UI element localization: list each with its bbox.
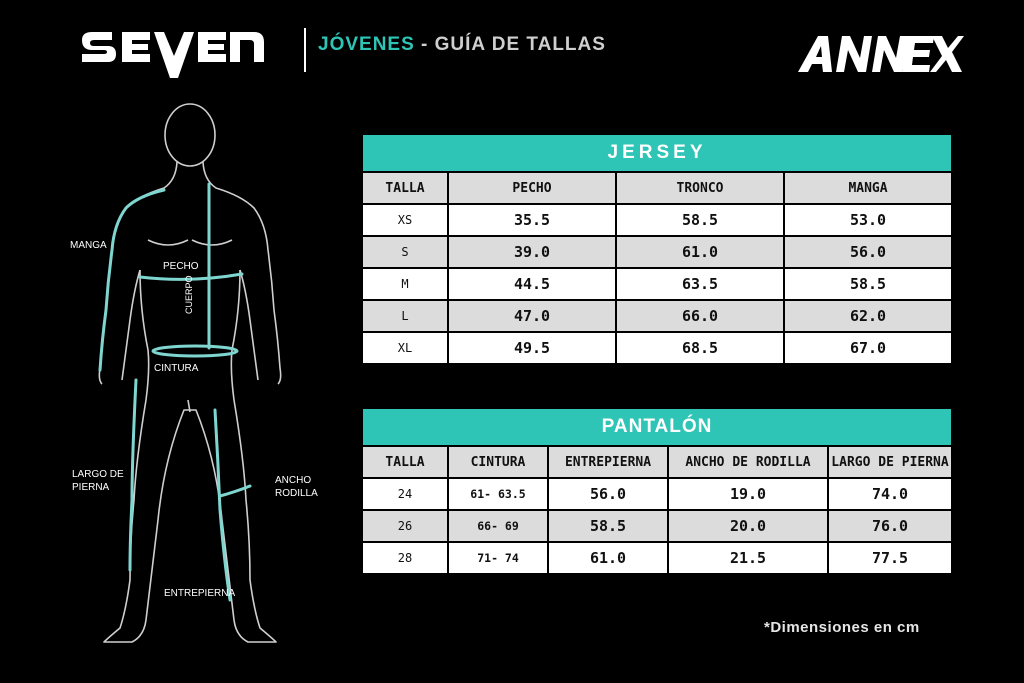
table-row bbox=[362, 478, 952, 510]
table-cell: 21.5 bbox=[668, 542, 828, 574]
table-cell: 44.5 bbox=[448, 268, 616, 300]
label-ancho-rodilla-line1: ANCHO bbox=[275, 475, 312, 486]
table-cell: 58.5 bbox=[548, 510, 668, 542]
pantalon-col-ancho-de-rodilla: ANCHO DE RODILLA bbox=[668, 446, 828, 478]
table-cell: 56.0 bbox=[548, 478, 668, 510]
pantalon-col-largo-de-pierna: LARGO DE PIERNA bbox=[828, 446, 952, 478]
header-divider bbox=[304, 28, 306, 72]
jersey-table-title: JERSEY bbox=[362, 134, 952, 172]
body-outline-illustration bbox=[60, 100, 350, 660]
table-cell: 62.0 bbox=[784, 300, 952, 332]
table-cell: 61.0 bbox=[616, 236, 784, 268]
table-cell: 63.5 bbox=[616, 268, 784, 300]
pantalon-col-talla: TALLA bbox=[362, 446, 448, 478]
label-cuerpo: CUERPO bbox=[184, 275, 194, 314]
table-cell: 68.5 bbox=[616, 332, 784, 364]
label-manga: MANGA bbox=[70, 240, 107, 251]
table-row bbox=[362, 268, 952, 300]
label-ancho-rodilla bbox=[275, 474, 318, 500]
table-row bbox=[362, 300, 952, 332]
jersey-col-tronco: TRONCO bbox=[616, 172, 784, 204]
label-cintura: CINTURA bbox=[154, 363, 199, 374]
table-cell: 77.5 bbox=[828, 542, 952, 574]
page-title bbox=[318, 34, 606, 56]
jersey-size-table bbox=[361, 133, 951, 365]
table-cell: 66- 69 bbox=[448, 510, 548, 542]
label-largo-de-pierna bbox=[72, 468, 124, 494]
body-measurement-figure bbox=[60, 100, 350, 660]
table-cell: 35.5 bbox=[448, 204, 616, 236]
table-cell: 24 bbox=[362, 478, 448, 510]
pantalon-col-cintura: CINTURA bbox=[448, 446, 548, 478]
table-cell: 71- 74 bbox=[448, 542, 548, 574]
seven-logo bbox=[78, 26, 278, 82]
label-entrepierna: ENTREPIERNA bbox=[164, 588, 236, 599]
table-cell: 39.0 bbox=[448, 236, 616, 268]
table-cell: XS bbox=[362, 204, 448, 236]
table-cell: 49.5 bbox=[448, 332, 616, 364]
table-row bbox=[362, 204, 952, 236]
pantalon-table-title: PANTALÓN bbox=[362, 408, 952, 446]
table-cell: 28 bbox=[362, 542, 448, 574]
table-cell: XL bbox=[362, 332, 448, 364]
table-cell: 66.0 bbox=[616, 300, 784, 332]
table-cell: 74.0 bbox=[828, 478, 952, 510]
table-cell: 58.5 bbox=[784, 268, 952, 300]
table-row bbox=[362, 542, 952, 574]
jersey-col-pecho: PECHO bbox=[448, 172, 616, 204]
table-row bbox=[362, 236, 952, 268]
title-accent: JÓVENES bbox=[318, 34, 415, 55]
jersey-col-manga: MANGA bbox=[784, 172, 952, 204]
table-cell: 56.0 bbox=[784, 236, 952, 268]
table-cell: 67.0 bbox=[784, 332, 952, 364]
table-cell: L bbox=[362, 300, 448, 332]
table-cell: M bbox=[362, 268, 448, 300]
label-largo-de-pierna-line2: PIERNA bbox=[72, 482, 110, 493]
title-rest: - GUÍA DE TALLAS bbox=[414, 34, 606, 55]
table-cell: 61- 63.5 bbox=[448, 478, 548, 510]
table-cell: 26 bbox=[362, 510, 448, 542]
table-cell: 76.0 bbox=[828, 510, 952, 542]
table-cell: 61.0 bbox=[548, 542, 668, 574]
jersey-col-talla: TALLA bbox=[362, 172, 448, 204]
table-cell: 53.0 bbox=[784, 204, 952, 236]
pantalon-col-entrepierna: ENTREPIERNA bbox=[548, 446, 668, 478]
label-largo-de-pierna-line1: LARGO DE bbox=[72, 469, 124, 480]
table-row bbox=[362, 510, 952, 542]
annex-logo bbox=[796, 32, 964, 76]
table-cell: 19.0 bbox=[668, 478, 828, 510]
label-pecho: PECHO bbox=[163, 261, 199, 272]
label-ancho-rodilla-line2: RODILLA bbox=[275, 488, 318, 499]
table-cell: 58.5 bbox=[616, 204, 784, 236]
table-cell: 47.0 bbox=[448, 300, 616, 332]
pantalon-size-table bbox=[361, 407, 951, 575]
table-row bbox=[362, 332, 952, 364]
footnote-units: *Dimensiones en cm bbox=[764, 619, 920, 636]
table-cell: S bbox=[362, 236, 448, 268]
table-cell: 20.0 bbox=[668, 510, 828, 542]
